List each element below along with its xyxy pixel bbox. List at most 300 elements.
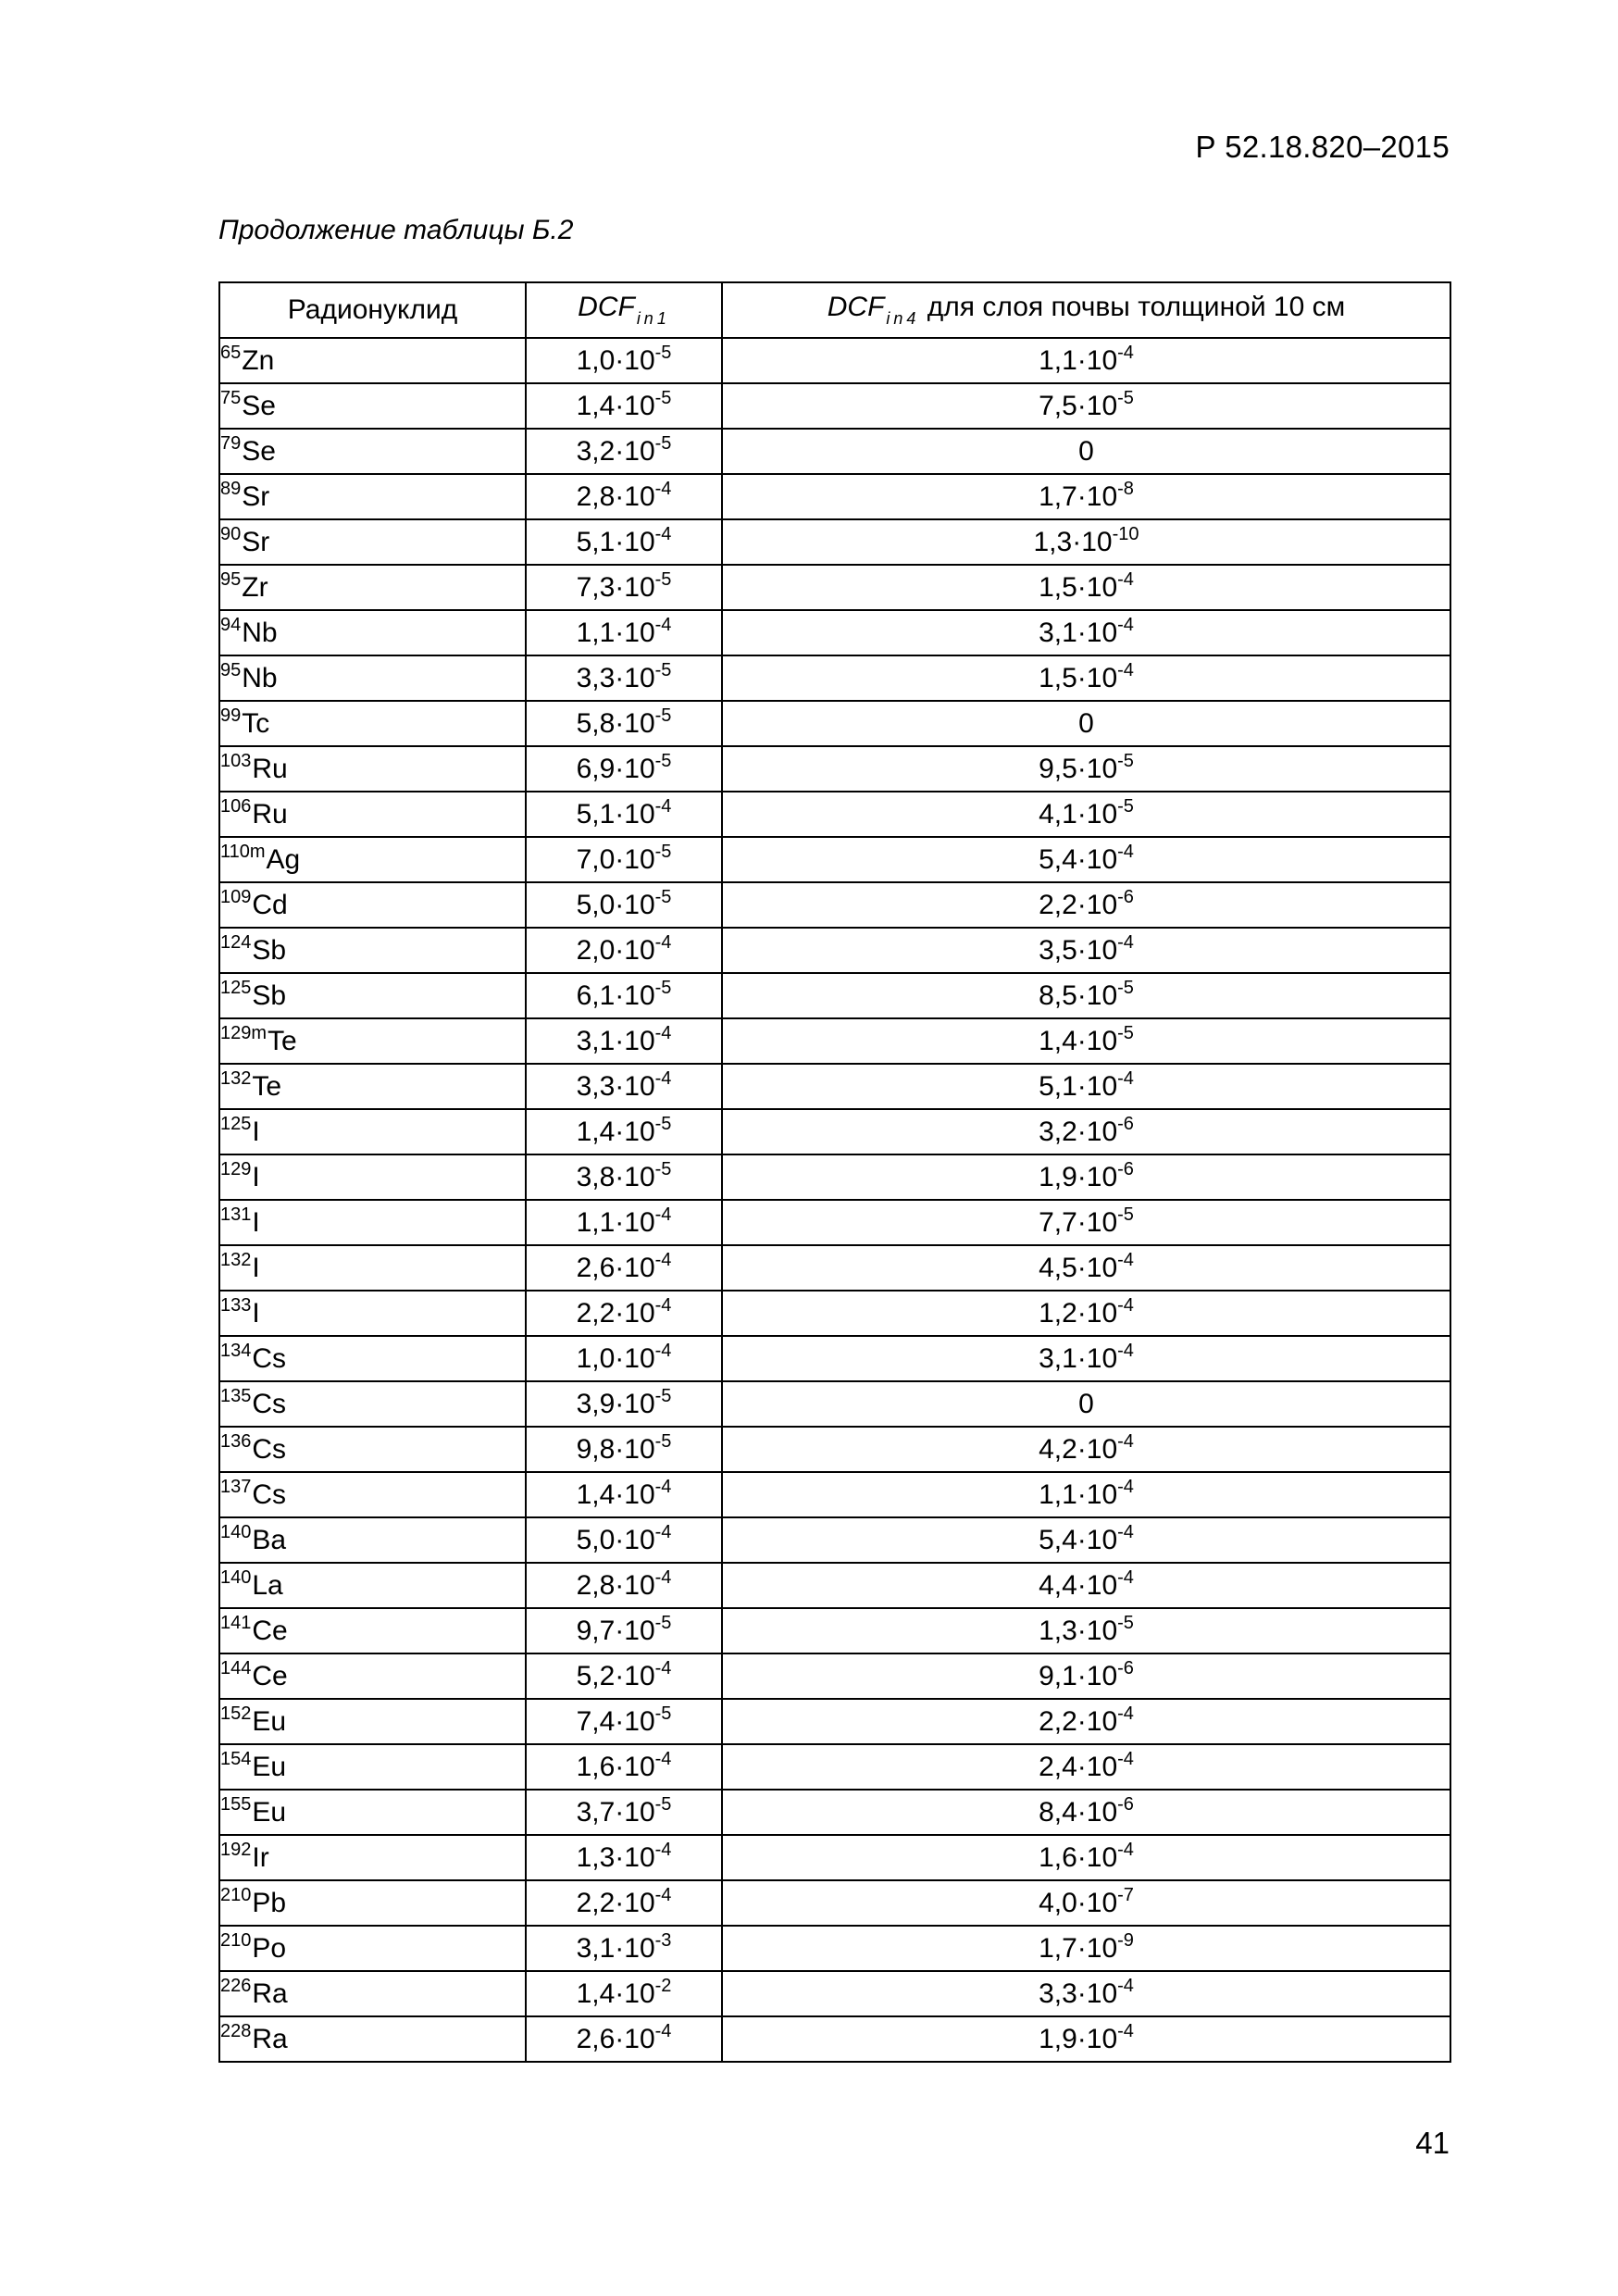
dcf-in1-cell	[526, 338, 722, 383]
dcf-in1-cell-times-ten: ·10	[615, 1388, 655, 1419]
element-symbol: Ce	[252, 1615, 288, 1646]
dcf-in1-cell-mantissa: 6,9	[576, 753, 616, 784]
table-row	[219, 1790, 1450, 1835]
dcf-in1-cell-times-ten: ·10	[615, 435, 655, 467]
dcf-in1-cell	[526, 1563, 722, 1608]
dcf-in1-cell-times-ten: ·10	[615, 753, 655, 784]
dcf-in4-cell-mantissa: 8,4	[1039, 1796, 1077, 1828]
dcf-in1-cell	[526, 1245, 722, 1291]
dcf-in1-cell-exponent: -4	[654, 1294, 672, 1316]
dcf-in4-cell	[722, 1018, 1450, 1064]
element-symbol: Sr	[242, 480, 270, 512]
radionuclide-cell	[219, 1653, 526, 1699]
mass-number: 141	[220, 1612, 252, 1633]
dcf-in4-cell-mantissa: 8,5	[1039, 980, 1077, 1011]
dcf-in4-cell	[722, 1517, 1450, 1563]
dcf-in1-cell	[526, 792, 722, 837]
dcf-in1-cell-exponent: -4	[654, 1067, 672, 1089]
dcf-in1-cell-times-ten: ·10	[615, 1660, 655, 1691]
dcf-in4-cell-times-ten: ·10	[1077, 1705, 1118, 1737]
dcf-in1-cell-exponent: -3	[654, 1929, 672, 1951]
dcf-in1-cell-exponent: -4	[654, 795, 672, 817]
dcf-in4-cell-exponent: -4	[1117, 614, 1134, 635]
dcf-in4-cell-mantissa: 1,1	[1039, 344, 1077, 376]
dcf-in1-cell-times-ten: ·10	[615, 1841, 655, 1873]
mass-number: 210	[220, 1884, 252, 1905]
dcf-in4-cell-exponent: -5	[1117, 1612, 1134, 1633]
dcf-in1-cell-times-ten: ·10	[615, 1070, 655, 1102]
dcf-in1-cell-times-ten: ·10	[615, 1569, 655, 1601]
radionuclide-cell	[219, 655, 526, 701]
dcf-in4-cell-mantissa: 1,3	[1039, 1615, 1077, 1646]
dcf-in1-cell	[526, 1517, 722, 1563]
mass-number: 192	[220, 1839, 252, 1860]
dcf-in1-cell-exponent: -4	[654, 1340, 672, 1361]
dcf-in4-cell-times-ten: ·10	[1077, 1569, 1118, 1601]
dcf-in4-cell-times-ten: ·10	[1077, 1070, 1118, 1102]
element-symbol: Ba	[252, 1524, 287, 1555]
dcf-in1-cell-mantissa: 2,8	[576, 480, 616, 512]
dcf-in1-cell-times-ten: ·10	[615, 662, 655, 693]
radionuclide-cell	[219, 1699, 526, 1744]
dcf-in4-cell-times-ten: ·10	[1077, 1479, 1118, 1510]
radionuclide-dcf-table	[218, 281, 1451, 2063]
dcf-in1-cell-times-ten: ·10	[615, 1433, 655, 1465]
element-symbol: Ra	[252, 2023, 288, 2054]
dcf-in4-cell-mantissa: 5,4	[1039, 843, 1077, 875]
dcf-in4-cell-mantissa: 3,5	[1039, 934, 1077, 966]
dcf-in4-cell-mantissa: 2,2	[1039, 1705, 1077, 1737]
dcf-in4-cell-exponent: -5	[1117, 750, 1134, 771]
dcf-in4-cell-mantissa: 3,3	[1039, 1978, 1077, 2009]
dcf-in4-cell-times-ten: ·10	[1077, 1116, 1118, 1147]
dcf-in1-cell	[526, 1291, 722, 1336]
table-row	[219, 792, 1450, 837]
dcf-in1-cell-times-ten: ·10	[615, 1615, 655, 1646]
element-symbol: I	[252, 1206, 260, 1238]
dcf-in1-cell-exponent: -4	[654, 1657, 672, 1678]
element-symbol: Sb	[252, 980, 287, 1011]
dcf-in4-cell	[722, 383, 1450, 429]
mass-number: 131	[220, 1204, 252, 1225]
element-symbol: Zr	[242, 571, 268, 603]
dcf-in1-cell-times-ten: ·10	[615, 798, 655, 830]
dcf-in4-cell-times-ten: ·10	[1077, 753, 1118, 784]
dcf-in1-cell-mantissa: 7,0	[576, 843, 616, 875]
mass-number: 110m	[220, 841, 266, 862]
dcf-in4-cell-exponent: -4	[1117, 1476, 1134, 1497]
dcf-in1-cell	[526, 1971, 722, 2016]
radionuclide-cell	[219, 1291, 526, 1336]
dcf-in4-cell-exponent: -4	[1117, 841, 1134, 862]
mass-number: 135	[220, 1385, 252, 1406]
element-symbol: I	[252, 1116, 260, 1147]
dcf-in4-cell-mantissa: 1,6	[1039, 1841, 1077, 1873]
radionuclide-cell	[219, 792, 526, 837]
dcf-in1-cell-times-ten: ·10	[615, 526, 655, 557]
dcf-in4-cell	[722, 1971, 1450, 2016]
dcf-in4-cell-times-ten: ·10	[1077, 1660, 1118, 1691]
header-dcf-in4	[722, 282, 1450, 338]
radionuclide-cell	[219, 1608, 526, 1653]
table-row	[219, 655, 1450, 701]
dcf-in1-cell-exponent: -5	[654, 659, 672, 680]
dcf-in1-cell-mantissa: 3,8	[576, 1161, 616, 1192]
dcf-in1-cell-times-ten: ·10	[615, 1932, 655, 1964]
dcf-in1-cell-times-ten: ·10	[615, 1025, 655, 1056]
dcf-in4-cell-times-ten: ·10	[1077, 1978, 1118, 2009]
mass-number: 95	[220, 568, 242, 590]
dcf-in1-cell-times-ten: ·10	[615, 480, 655, 512]
dcf-in1-cell-mantissa: 5,0	[576, 889, 616, 920]
dcf-in4-cell-exponent: -4	[1117, 1839, 1134, 1860]
dcf-in4-cell	[722, 565, 1450, 610]
dcf-in4-cell-mantissa: 1,7	[1039, 480, 1077, 512]
dcf-in1-cell-times-ten: ·10	[615, 1297, 655, 1329]
dcf-in4-cell-mantissa: 4,5	[1039, 1252, 1077, 1283]
radionuclide-cell	[219, 746, 526, 792]
dcf-in1-cell-exponent: -4	[654, 931, 672, 953]
mass-number: 154	[220, 1748, 252, 1769]
dcf-in4-cell	[722, 837, 1450, 882]
mass-number: 125	[220, 977, 252, 998]
table-row	[219, 519, 1450, 565]
table-row	[219, 837, 1450, 882]
element-symbol: Tc	[242, 707, 270, 739]
radionuclide-cell	[219, 837, 526, 882]
dcf-in1-cell-mantissa: 5,8	[576, 707, 616, 739]
radionuclide-cell	[219, 1563, 526, 1608]
table-row	[219, 1472, 1450, 1517]
dcf-in4-cell	[722, 429, 1450, 474]
table-row	[219, 610, 1450, 655]
mass-number: 210	[220, 1929, 252, 1951]
dcf-in1-cell	[526, 2016, 722, 2062]
table-row	[219, 1517, 1450, 1563]
dcf-in4-cell	[722, 1381, 1450, 1427]
dcf-in1-cell-exponent: -4	[654, 1204, 672, 1225]
dcf-in1-cell-exponent: -4	[654, 1249, 672, 1270]
dcf-in1-cell-mantissa: 2,6	[576, 2023, 616, 2054]
mass-number: 144	[220, 1657, 252, 1678]
mass-number: 90	[220, 523, 242, 544]
dcf-in1-cell	[526, 1109, 722, 1154]
dcf-in4-cell	[722, 1744, 1450, 1790]
dcf-in4-cell-exponent: -6	[1117, 1158, 1134, 1179]
dcf-in4-cell-mantissa: 2,2	[1039, 889, 1077, 920]
mass-number: 106	[220, 795, 252, 817]
dcf-in4-cell-times-ten: ·10	[1077, 1433, 1118, 1465]
dcf-in1-cell-mantissa: 1,4	[576, 1978, 616, 2009]
element-symbol: I	[252, 1297, 260, 1329]
element-symbol: Cd	[252, 889, 288, 920]
element-symbol: Pb	[252, 1887, 287, 1918]
table-row	[219, 1154, 1450, 1200]
dcf-in4-cell-mantissa: 1,5	[1039, 571, 1077, 603]
dcf-in4-cell-times-ten: ·10	[1077, 1025, 1118, 1056]
dcf-in1-cell-exponent: -4	[654, 1566, 672, 1588]
dcf-in4-cell-times-ten: ·10	[1077, 390, 1118, 421]
radionuclide-cell	[219, 1381, 526, 1427]
element-symbol: Cs	[252, 1388, 287, 1419]
dcf-in1-cell-exponent: -4	[654, 614, 672, 635]
table-row	[219, 1427, 1450, 1472]
mass-number: 140	[220, 1521, 252, 1542]
dcf-in1-cell	[526, 383, 722, 429]
mass-number: 129m	[220, 1022, 268, 1043]
dcf-in4-cell	[722, 610, 1450, 655]
element-symbol: Te	[268, 1025, 297, 1056]
dcf-in4-cell-value: 0	[1078, 1388, 1094, 1419]
dcf-in4-cell	[722, 1109, 1450, 1154]
element-symbol: Zn	[242, 344, 275, 376]
dcf-in1-cell-mantissa: 1,3	[576, 1841, 616, 1873]
element-symbol: Cs	[252, 1479, 287, 1510]
table-row	[219, 474, 1450, 519]
dcf-in1-cell-times-ten: ·10	[615, 1751, 655, 1782]
dcf-in4-cell-exponent: -6	[1117, 1113, 1134, 1134]
dcf-in1-cell-mantissa: 5,2	[576, 1660, 616, 1691]
dcf-in4-cell	[722, 474, 1450, 519]
dcf-in4-cell-mantissa: 3,1	[1039, 617, 1077, 648]
dcf-in4-cell-mantissa: 2,4	[1039, 1751, 1077, 1782]
dcf-in4-cell	[722, 1336, 1450, 1381]
element-symbol: Ru	[252, 753, 288, 784]
dcf-in4-cell-exponent: -4	[1117, 2020, 1134, 2041]
dcf-in1-cell	[526, 610, 722, 655]
table-row	[219, 1064, 1450, 1109]
radionuclide-cell	[219, 1200, 526, 1245]
dcf-in1-cell-mantissa: 5,0	[576, 1524, 616, 1555]
dcf-in1-cell-times-ten: ·10	[615, 1705, 655, 1737]
dcf-in1-cell	[526, 928, 722, 973]
dcf-in1-cell	[526, 1472, 722, 1517]
radionuclide-cell	[219, 1835, 526, 1880]
dcf-in1-cell-mantissa: 6,1	[576, 980, 616, 1011]
radionuclide-cell	[219, 474, 526, 519]
dcf-in1-cell-mantissa: 3,2	[576, 435, 616, 467]
dcf-in4-cell-times-ten: ·10	[1077, 980, 1118, 1011]
dcf-in1-cell-times-ten: ·10	[615, 1252, 655, 1283]
table-row	[219, 1200, 1450, 1245]
dcf-in4-cell-mantissa: 4,2	[1039, 1433, 1077, 1465]
mass-number: 155	[220, 1793, 252, 1815]
header-dcf-in1-subscript: in1	[636, 309, 670, 328]
dcf-in4-cell	[722, 1563, 1450, 1608]
dcf-in1-cell-mantissa: 9,8	[576, 1433, 616, 1465]
dcf-in4-cell-times-ten: ·10	[1077, 1932, 1118, 1964]
dcf-in1-cell-times-ten: ·10	[615, 1206, 655, 1238]
dcf-in4-cell-times-ten: ·10	[1077, 2023, 1118, 2054]
dcf-in1-cell-times-ten: ·10	[615, 1524, 655, 1555]
element-symbol: Se	[242, 390, 276, 421]
dcf-in4-cell-exponent: -6	[1117, 886, 1134, 907]
dcf-in1-cell-mantissa: 3,1	[576, 1932, 616, 1964]
dcf-in1-cell-mantissa: 1,4	[576, 390, 616, 421]
element-symbol: Po	[252, 1932, 287, 1964]
element-symbol: Se	[242, 435, 276, 467]
dcf-in1-cell	[526, 1154, 722, 1200]
mass-number: 65	[220, 342, 242, 363]
table-row	[219, 1880, 1450, 1926]
dcf-in1-cell-exponent: -4	[654, 1884, 672, 1905]
radionuclide-cell	[219, 429, 526, 474]
radionuclide-cell	[219, 1109, 526, 1154]
dcf-in1-cell-mantissa: 1,4	[576, 1479, 616, 1510]
dcf-in1-cell-times-ten: ·10	[615, 390, 655, 421]
dcf-in4-cell-times-ten: ·10	[1077, 1524, 1118, 1555]
dcf-in4-cell	[722, 519, 1450, 565]
dcf-in4-cell-mantissa: 1,9	[1039, 1161, 1077, 1192]
dcf-in1-cell-mantissa: 2,0	[576, 934, 616, 966]
dcf-in1-cell-exponent: -5	[654, 1793, 672, 1815]
element-symbol: La	[252, 1569, 283, 1601]
dcf-in4-cell-times-ten: ·10	[1077, 1887, 1118, 1918]
dcf-in4-cell-times-ten: ·10	[1077, 344, 1118, 376]
dcf-in4-cell-exponent: -4	[1117, 1249, 1134, 1270]
dcf-in1-cell-exponent: -4	[654, 523, 672, 544]
dcf-in4-cell	[722, 746, 1450, 792]
dcf-in4-cell	[722, 1200, 1450, 1245]
dcf-in4-cell	[722, 1608, 1450, 1653]
dcf-in1-cell-mantissa: 3,1	[576, 1025, 616, 1056]
dcf-in4-cell-exponent: -6	[1117, 1793, 1134, 1815]
dcf-in1-cell-exponent: -5	[654, 387, 672, 408]
table-row	[219, 1381, 1450, 1427]
dcf-in1-cell-times-ten: ·10	[615, 1887, 655, 1918]
dcf-in4-cell-mantissa: 1,3	[1033, 526, 1073, 557]
dcf-in4-cell-mantissa: 5,4	[1039, 1524, 1077, 1555]
dcf-in1-cell-times-ten: ·10	[615, 344, 655, 376]
mass-number: 95	[220, 659, 242, 680]
table-row	[219, 973, 1450, 1018]
dcf-in4-cell	[722, 928, 1450, 973]
dcf-in4-cell-exponent: -4	[1117, 1975, 1134, 1996]
table-row	[219, 1336, 1450, 1381]
radionuclide-cell	[219, 1472, 526, 1517]
dcf-in1-cell-exponent: -5	[654, 568, 672, 590]
dcf-in4-cell	[722, 701, 1450, 746]
mass-number: 124	[220, 931, 252, 953]
table-row	[219, 1291, 1450, 1336]
dcf-in4-cell-exponent: -4	[1117, 1748, 1134, 1769]
dcf-in4-cell-exponent: -4	[1117, 1703, 1134, 1724]
document-code: Р 52.18.820–2015	[1195, 130, 1450, 164]
table-row	[219, 1563, 1450, 1608]
dcf-in1-cell	[526, 973, 722, 1018]
dcf-in1-cell	[526, 882, 722, 928]
dcf-in4-cell-times-ten: ·10	[1077, 571, 1118, 603]
dcf-in1-cell-mantissa: 3,3	[576, 662, 616, 693]
dcf-in4-cell	[722, 1790, 1450, 1835]
dcf-in4-cell-mantissa: 9,1	[1039, 1660, 1077, 1691]
dcf-in1-cell-exponent: -5	[654, 977, 672, 998]
dcf-in4-cell-exponent: -4	[1117, 1067, 1134, 1089]
element-symbol: Sb	[252, 934, 287, 966]
mass-number: 226	[220, 1975, 252, 1996]
dcf-in1-cell	[526, 655, 722, 701]
dcf-in1-cell-times-ten: ·10	[615, 2023, 655, 2054]
dcf-in4-cell	[722, 792, 1450, 837]
dcf-in4-cell-times-ten: ·10	[1077, 480, 1118, 512]
radionuclide-cell	[219, 610, 526, 655]
dcf-in1-cell	[526, 1790, 722, 1835]
dcf-in4-cell	[722, 1880, 1450, 1926]
mass-number: 109	[220, 886, 252, 907]
dcf-in1-cell-mantissa: 1,4	[576, 1116, 616, 1147]
page-number: 41	[1415, 2126, 1450, 2160]
dcf-in4-cell-times-ten: ·10	[1077, 843, 1118, 875]
dcf-in4-cell-value: 0	[1078, 435, 1094, 467]
dcf-in1-cell-times-ten: ·10	[615, 980, 655, 1011]
dcf-in1-cell	[526, 1699, 722, 1744]
dcf-in1-cell-mantissa: 5,1	[576, 798, 616, 830]
dcf-in1-cell-exponent: -5	[654, 1430, 672, 1452]
radionuclide-cell	[219, 1517, 526, 1563]
dcf-in4-cell-value: 0	[1078, 707, 1094, 739]
dcf-in4-cell-mantissa: 4,1	[1039, 798, 1077, 830]
element-symbol: Cs	[252, 1433, 287, 1465]
radionuclide-cell	[219, 1064, 526, 1109]
radionuclide-cell	[219, 519, 526, 565]
table-row	[219, 701, 1450, 746]
radionuclide-cell	[219, 1880, 526, 1926]
element-symbol: Sr	[242, 526, 270, 557]
dcf-in1-cell	[526, 1381, 722, 1427]
dcf-in1-cell	[526, 474, 722, 519]
dcf-in4-cell-exponent: -10	[1112, 523, 1139, 544]
dcf-in4-cell-times-ten: ·10	[1077, 1342, 1118, 1374]
radionuclide-cell	[219, 1336, 526, 1381]
dcf-in1-cell-exponent: -4	[654, 1022, 672, 1043]
radionuclide-cell	[219, 383, 526, 429]
dcf-in4-cell-exponent: -4	[1117, 1566, 1134, 1588]
dcf-in1-cell-exponent: -2	[654, 1975, 672, 1996]
mass-number: 134	[220, 1340, 252, 1361]
element-symbol: Ra	[252, 1978, 288, 2009]
dcf-in1-cell-exponent: -5	[654, 886, 672, 907]
dcf-in4-cell-times-ten: ·10	[1077, 1615, 1118, 1646]
mass-number: 94	[220, 614, 242, 635]
dcf-in4-cell-times-ten: ·10	[1077, 1206, 1118, 1238]
header-dcf-in1-symbol: DCF	[578, 292, 635, 322]
mass-number: 140	[220, 1566, 252, 1588]
dcf-in1-cell-times-ten: ·10	[615, 1342, 655, 1374]
dcf-in1-cell-times-ten: ·10	[615, 843, 655, 875]
dcf-in1-cell-exponent: -5	[654, 1385, 672, 1406]
dcf-in1-cell-mantissa: 1,1	[576, 1206, 616, 1238]
table-row	[219, 1971, 1450, 2016]
element-symbol: Eu	[252, 1796, 287, 1828]
dcf-in4-cell-exponent: -5	[1117, 795, 1134, 817]
mass-number: 152	[220, 1703, 252, 1724]
dcf-in1-cell-times-ten: ·10	[615, 1978, 655, 2009]
dcf-in1-cell-exponent: -4	[654, 478, 672, 499]
dcf-in1-cell-exponent: -5	[654, 841, 672, 862]
radionuclide-cell	[219, 1018, 526, 1064]
dcf-in1-cell	[526, 1744, 722, 1790]
dcf-in1-cell-exponent: -5	[654, 750, 672, 771]
dcf-in4-cell-exponent: -4	[1117, 568, 1134, 590]
dcf-in1-cell	[526, 1608, 722, 1653]
mass-number: 99	[220, 705, 242, 726]
table-row	[219, 565, 1450, 610]
dcf-in4-cell-times-ten: ·10	[1077, 1252, 1118, 1283]
mass-number: 75	[220, 387, 242, 408]
dcf-in4-cell-exponent: -4	[1117, 1430, 1134, 1452]
dcf-in4-cell	[722, 1835, 1450, 1880]
dcf-in1-cell-mantissa: 1,0	[576, 1342, 616, 1374]
